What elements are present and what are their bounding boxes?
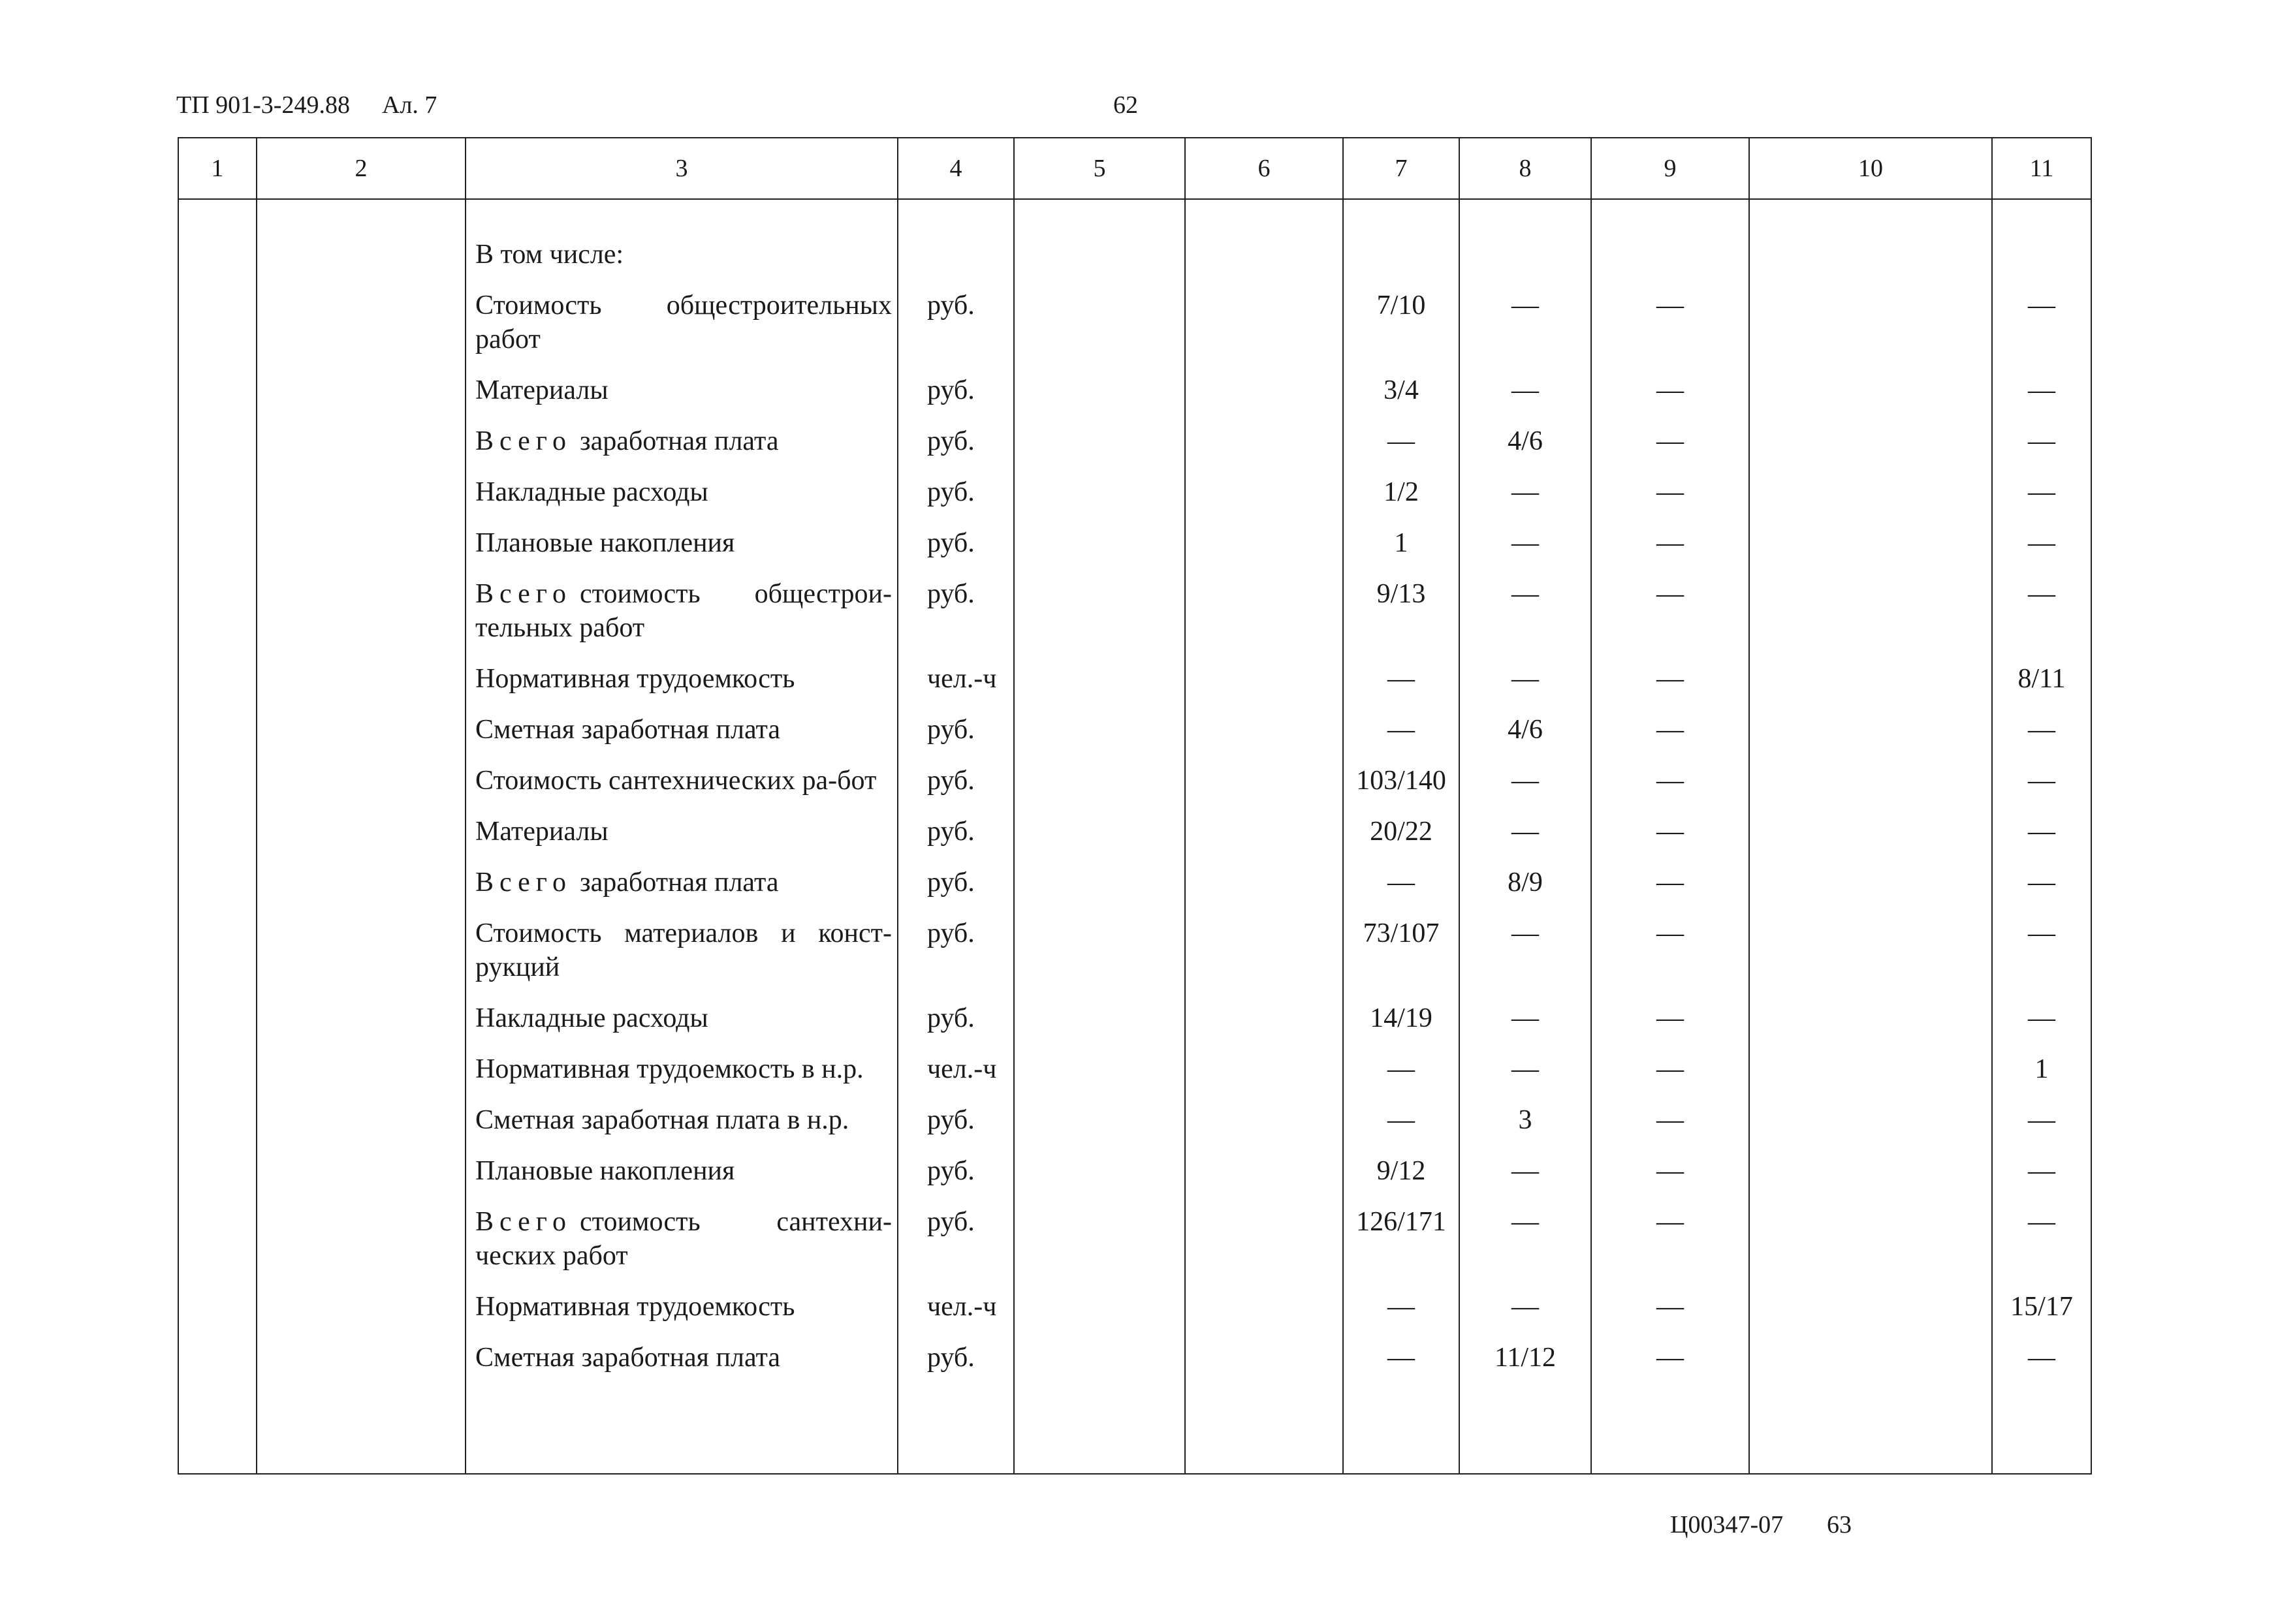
table-cell-col-4: чел.-ч: [898, 1052, 1014, 1103]
table-row: [178, 1103, 2091, 1154]
sheet-label: Ал. 7: [382, 91, 437, 119]
table-cell-col-7: 20/22: [1343, 815, 1459, 866]
table-cell-col-6: [1185, 424, 1343, 475]
table-cell-col-4: руб.: [898, 1205, 1014, 1290]
table-cell-col-2: [257, 289, 466, 373]
table-cell-col-1: [178, 1341, 257, 1392]
table-cell-col-8: 4/6: [1459, 713, 1591, 764]
column-header: 5: [1014, 138, 1185, 199]
table-cell-col-5: [1014, 1290, 1185, 1341]
table-cell-col-10: [1749, 1001, 1992, 1052]
table-cell-col-3: Материалы: [466, 815, 898, 866]
table-row: [178, 1154, 2091, 1205]
emphasis-prefix: Всего: [475, 579, 572, 609]
table-row: [178, 1052, 2091, 1103]
table-cell-col-11: —: [1992, 1154, 2091, 1205]
table-cell-col-9: —: [1591, 866, 1749, 916]
table-row: [178, 916, 2091, 1001]
table-cell-col-7: 9/12: [1343, 1154, 1459, 1205]
table-cell-col-6: [1185, 662, 1343, 713]
table-cell-col-3: Нормативная трудоемкость в н.р.: [466, 1052, 898, 1103]
table-cell-col-5: [1014, 577, 1185, 662]
table-cell-col-1: [178, 866, 257, 916]
table-cell-col-2: [257, 764, 466, 815]
table-cell-col-1: [178, 1001, 257, 1052]
table-cell-col-8: —: [1459, 916, 1591, 1001]
table-cell-col-9: —: [1591, 424, 1749, 475]
table-cell-col-3: [466, 866, 898, 916]
table-cell-col-1: [178, 1290, 257, 1341]
table-cell-col-2: [257, 424, 466, 475]
table-cell-col-9: —: [1591, 373, 1749, 424]
table-cell-col-1: [178, 1052, 257, 1103]
table-cell-col-1: [178, 1103, 257, 1154]
table-cell-col-3: Сметная заработная плата: [466, 713, 898, 764]
table-cell-col-5: [1014, 289, 1185, 373]
table-cell-col-4: руб.: [898, 1341, 1014, 1392]
table-cell-col-9: —: [1591, 1001, 1749, 1052]
table-cell-col-2: [257, 1052, 466, 1103]
table-cell-col-1: [178, 764, 257, 815]
table-row: [178, 866, 2091, 916]
row-label: стоимость сантехни-ческих работ: [475, 1207, 892, 1271]
table-row: [178, 713, 2091, 764]
table-cell-col-1: [178, 1154, 257, 1205]
table-cell-col-4: чел.-ч: [898, 1290, 1014, 1341]
emphasis-prefix: Всего: [475, 426, 572, 456]
table-row: [178, 1205, 2091, 1290]
table-cell-col-4: руб.: [898, 764, 1014, 815]
table-cell-col-2: [257, 1205, 466, 1290]
column-header: 10: [1749, 138, 1992, 199]
table-cell-col-2: [257, 1103, 466, 1154]
column-header: 9: [1591, 138, 1749, 199]
table-cell-col-8: —: [1459, 764, 1591, 815]
table-cell-col-10: [1749, 764, 1992, 815]
table-cell-col-9: —: [1591, 289, 1749, 373]
table-cell-col-11: —: [1992, 815, 2091, 866]
table-cell-col-8: —: [1459, 526, 1591, 577]
table-cell-col-3: Нормативная трудоемкость: [466, 662, 898, 713]
table-cell-col-4: руб.: [898, 1103, 1014, 1154]
table-cell-col-8: 4/6: [1459, 424, 1591, 475]
table-cell-col-11: 15/17: [1992, 1290, 2091, 1341]
table-cell-col-8: —: [1459, 289, 1591, 373]
table-cell-col-8: —: [1459, 577, 1591, 662]
table-cell-col-4: руб.: [898, 424, 1014, 475]
table-cell-col-10: [1749, 1154, 1992, 1205]
table-cell-col-8: —: [1459, 1290, 1591, 1341]
table-cell-col-2: [257, 526, 466, 577]
table-row: [178, 424, 2091, 475]
table-cell-col-5: [1014, 526, 1185, 577]
table-cell-col-11: —: [1992, 1205, 2091, 1290]
table-cell-col-3: Накладные расходы: [466, 475, 898, 526]
table-cell-col-6: [1185, 1001, 1343, 1052]
table-cell-col-4: руб.: [898, 713, 1014, 764]
table-cell-col-10: [1749, 1052, 1992, 1103]
table-cell-col-10: [1749, 1103, 1992, 1154]
table-cell-col-9: —: [1591, 1341, 1749, 1392]
table-cell-col-4: чел.-ч: [898, 662, 1014, 713]
table-cell-col-3: Плановые накопления: [466, 526, 898, 577]
column-header: 4: [898, 138, 1014, 199]
table-cell-col-6: [1185, 1103, 1343, 1154]
table-cell-col-2: [257, 662, 466, 713]
row-label: заработная плата: [580, 426, 779, 456]
table-cell-col-1: [178, 815, 257, 866]
table-cell-col-3: Сметная заработная плата: [466, 1341, 898, 1392]
table-cell-col-10: [1749, 526, 1992, 577]
table-cell-col-9: —: [1591, 662, 1749, 713]
table-cell-col-8: 8/9: [1459, 866, 1591, 916]
emphasis-prefix: Всего: [475, 867, 572, 898]
table-cell-col-7: —: [1343, 866, 1459, 916]
table-cell-col-11: —: [1992, 764, 2091, 815]
table-cell-col-7: 126/171: [1343, 1205, 1459, 1290]
table-row: [178, 1341, 2091, 1392]
table-cell-col-6: [1185, 1205, 1343, 1290]
table-cell-col-7: —: [1343, 1052, 1459, 1103]
table-cell-col-4: руб.: [898, 1154, 1014, 1205]
table-cell-col-6: [1185, 866, 1343, 916]
table-cell-col-8: —: [1459, 815, 1591, 866]
table-cell-col-10: [1749, 815, 1992, 866]
footer-code: Ц00347-07: [1670, 1511, 1784, 1538]
page-number: 62: [1113, 91, 1138, 119]
table-cell-col-5: [1014, 1103, 1185, 1154]
table-cell-col-3: Нормативная трудоемкость: [466, 1290, 898, 1341]
table-cell-col-7: —: [1343, 424, 1459, 475]
table-cell-col-2: [257, 1001, 466, 1052]
document-code: ТП 901-3-249.88: [176, 91, 350, 119]
table-cell-col-7: 73/107: [1343, 916, 1459, 1001]
table-cell-col-11: 1: [1992, 1052, 2091, 1103]
spacer-row: [178, 199, 2091, 238]
table-cell-col-6: [1185, 475, 1343, 526]
table-cell-col-9: —: [1591, 815, 1749, 866]
table-cell-col-4: руб.: [898, 373, 1014, 424]
table-cell-col-2: [257, 916, 466, 1001]
column-header: 3: [466, 138, 898, 199]
table-cell-col-10: [1749, 289, 1992, 373]
table-cell-col-6: [1185, 916, 1343, 1001]
table-cell-col-7: 1: [1343, 526, 1459, 577]
table-cell-col-11: —: [1992, 373, 2091, 424]
table-cell-col-6: [1185, 526, 1343, 577]
table-bottom-padding: [178, 1392, 2091, 1474]
table-cell-col-7: —: [1343, 662, 1459, 713]
table-cell-col-5: [1014, 373, 1185, 424]
table-cell-col-8: 3: [1459, 1103, 1591, 1154]
table-cell-col-7: 9/13: [1343, 577, 1459, 662]
table-row: [178, 289, 2091, 373]
table-cell-col-1: [178, 526, 257, 577]
table-cell-col-5: [1014, 475, 1185, 526]
table-cell-col-2: [257, 1290, 466, 1341]
section-label: В том числе:: [466, 238, 898, 289]
table-cell-col-2: [257, 1341, 466, 1392]
table-row: [178, 662, 2091, 713]
table-cell-col-6: [1185, 764, 1343, 815]
table-cell-col-11: —: [1992, 1001, 2091, 1052]
table-cell-col-2: [257, 475, 466, 526]
table-cell-col-9: —: [1591, 526, 1749, 577]
table-cell-col-10: [1749, 424, 1992, 475]
table-cell-col-9: —: [1591, 1103, 1749, 1154]
table-cell-col-10: [1749, 662, 1992, 713]
table-row: [178, 526, 2091, 577]
table-cell-col-3: Стоимость сантехнических ра-бот: [466, 764, 898, 815]
table-cell-col-3: Материалы: [466, 373, 898, 424]
table-cell-col-3: Накладные расходы: [466, 1001, 898, 1052]
table-cell-col-4: руб.: [898, 526, 1014, 577]
table-cell-col-11: —: [1992, 916, 2091, 1001]
footer-page: 63: [1827, 1511, 1852, 1538]
table-cell-col-2: [257, 1154, 466, 1205]
table-cell-col-8: —: [1459, 1001, 1591, 1052]
table-cell-col-6: [1185, 373, 1343, 424]
table-row: [178, 577, 2091, 662]
table-cell-col-11: —: [1992, 475, 2091, 526]
table-cell-col-8: —: [1459, 1052, 1591, 1103]
table-cell-col-9: —: [1591, 1205, 1749, 1290]
table-cell-col-11: —: [1992, 526, 2091, 577]
table-cell-col-9: —: [1591, 764, 1749, 815]
table-row: [178, 1001, 2091, 1052]
table-cell-col-9: —: [1591, 1052, 1749, 1103]
section-label-row: [178, 238, 2091, 289]
table-cell-col-7: 1/2: [1343, 475, 1459, 526]
table-cell-col-7: 14/19: [1343, 1001, 1459, 1052]
column-header: 11: [1992, 138, 2091, 199]
table-cell-col-1: [178, 373, 257, 424]
table-cell-col-8: —: [1459, 1205, 1591, 1290]
table-cell-col-9: —: [1591, 916, 1749, 1001]
table-cell-col-11: —: [1992, 289, 2091, 373]
table-cell-col-4: руб.: [898, 916, 1014, 1001]
table-cell-col-7: 3/4: [1343, 373, 1459, 424]
table-row: [178, 1290, 2091, 1341]
table-cell-col-10: [1749, 713, 1992, 764]
table-cell-col-3: [466, 1205, 898, 1290]
table-cell-col-7: —: [1343, 713, 1459, 764]
table-cell-col-6: [1185, 1341, 1343, 1392]
table-cell-col-11: —: [1992, 1103, 2091, 1154]
table-cell-col-5: [1014, 916, 1185, 1001]
table-row: [178, 475, 2091, 526]
table-cell-col-7: 7/10: [1343, 289, 1459, 373]
table-cell-col-1: [178, 289, 257, 373]
table-cell-col-9: —: [1591, 475, 1749, 526]
table-cell-col-2: [257, 866, 466, 916]
column-header: 8: [1459, 138, 1591, 199]
table-cell-col-3: [466, 424, 898, 475]
row-label: заработная плата: [580, 867, 779, 898]
table-cell-col-3: Стоимость материалов и конст-рукций: [466, 916, 898, 1001]
table-cell-col-2: [257, 815, 466, 866]
table-cell-col-8: —: [1459, 1154, 1591, 1205]
estimate-table: [178, 137, 2092, 1475]
table-cell-col-8: —: [1459, 373, 1591, 424]
table-cell-col-7: —: [1343, 1341, 1459, 1392]
table-cell-col-6: [1185, 1290, 1343, 1341]
table-cell-col-4: руб.: [898, 289, 1014, 373]
table-cell-col-3: Плановые накопления: [466, 1154, 898, 1205]
table-cell-col-4: руб.: [898, 866, 1014, 916]
table-cell-col-8: —: [1459, 662, 1591, 713]
table-cell-col-7: 103/140: [1343, 764, 1459, 815]
table-cell-col-10: [1749, 866, 1992, 916]
column-header: 2: [257, 138, 466, 199]
column-header: 1: [178, 138, 257, 199]
table-cell-col-5: [1014, 1205, 1185, 1290]
table-cell-col-5: [1014, 815, 1185, 866]
table-cell-col-1: [178, 475, 257, 526]
table-cell-col-10: [1749, 1341, 1992, 1392]
table-cell-col-6: [1185, 713, 1343, 764]
table-cell-col-11: —: [1992, 866, 2091, 916]
table-cell-col-5: [1014, 1341, 1185, 1392]
column-header: 6: [1185, 138, 1343, 199]
table-cell-col-6: [1185, 577, 1343, 662]
table-cell-col-10: [1749, 916, 1992, 1001]
table-cell-col-6: [1185, 1154, 1343, 1205]
table-cell-col-8: —: [1459, 475, 1591, 526]
table-cell-col-11: —: [1992, 713, 2091, 764]
table-cell-col-4: руб.: [898, 577, 1014, 662]
table-cell-col-11: 8/11: [1992, 662, 2091, 713]
table-cell-col-5: [1014, 424, 1185, 475]
table-cell-col-2: [257, 577, 466, 662]
table-cell-col-4: руб.: [898, 815, 1014, 866]
table-cell-col-10: [1749, 475, 1992, 526]
table-cell-col-1: [178, 662, 257, 713]
table-cell-col-8: 11/12: [1459, 1341, 1591, 1392]
table-cell-col-9: —: [1591, 1290, 1749, 1341]
table-cell-col-3: Стоимость общестроительных работ: [466, 289, 898, 373]
table-row: [178, 815, 2091, 866]
table-cell-col-10: [1749, 577, 1992, 662]
table-cell-col-3: [466, 577, 898, 662]
table-cell-col-2: [257, 713, 466, 764]
table-cell-col-9: —: [1591, 577, 1749, 662]
table-cell-col-9: —: [1591, 1154, 1749, 1205]
table-cell-col-2: [257, 373, 466, 424]
table-cell-col-11: —: [1992, 1341, 2091, 1392]
table-cell-col-10: [1749, 1290, 1992, 1341]
table-cell-col-6: [1185, 289, 1343, 373]
table-row: [178, 373, 2091, 424]
table-cell-col-4: руб.: [898, 1001, 1014, 1052]
emphasis-prefix: Всего: [475, 1207, 572, 1237]
table-cell-col-5: [1014, 1001, 1185, 1052]
table-cell-col-5: [1014, 866, 1185, 916]
table-cell-col-7: —: [1343, 1103, 1459, 1154]
table-cell-col-4: руб.: [898, 475, 1014, 526]
table-cell-col-5: [1014, 713, 1185, 764]
table-cell-col-11: —: [1992, 577, 2091, 662]
table-cell-col-1: [178, 577, 257, 662]
column-header: 7: [1343, 138, 1459, 199]
table-cell-col-6: [1185, 1052, 1343, 1103]
table-cell-col-5: [1014, 1154, 1185, 1205]
table-cell-col-1: [178, 713, 257, 764]
table-cell-col-1: [178, 916, 257, 1001]
table-cell-col-5: [1014, 1052, 1185, 1103]
table-cell-col-11: —: [1992, 424, 2091, 475]
table-cell-col-1: [178, 1205, 257, 1290]
table-cell-col-10: [1749, 373, 1992, 424]
column-number-row: [178, 138, 2091, 199]
table-cell-col-1: [178, 424, 257, 475]
table-cell-col-5: [1014, 662, 1185, 713]
table-cell-col-9: —: [1591, 713, 1749, 764]
row-label: стоимость общестрои-тельных работ: [475, 579, 892, 643]
table-cell-col-5: [1014, 764, 1185, 815]
table-cell-col-6: [1185, 815, 1343, 866]
table-cell-col-7: —: [1343, 1290, 1459, 1341]
table-cell-col-10: [1749, 1205, 1992, 1290]
table-row: [178, 764, 2091, 815]
table-cell-col-3: Сметная заработная плата в н.р.: [466, 1103, 898, 1154]
